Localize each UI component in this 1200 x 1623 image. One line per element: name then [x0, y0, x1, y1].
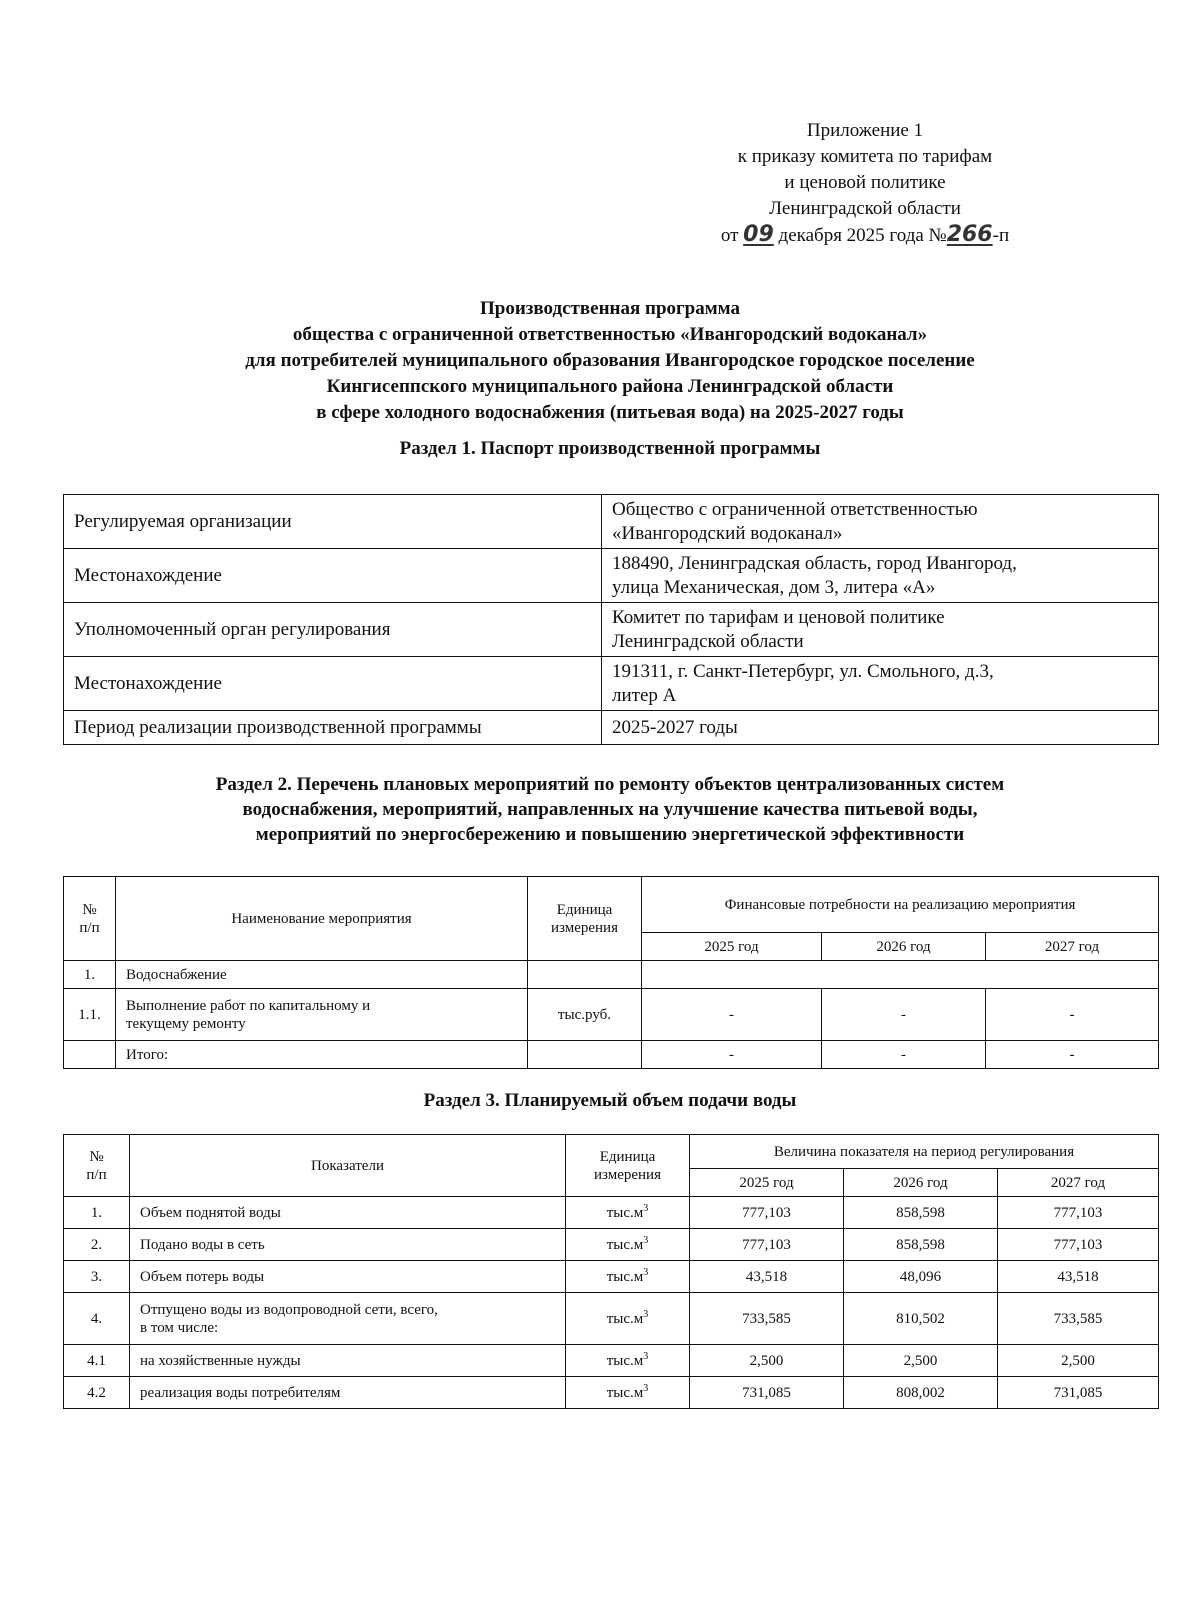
appendix-line-2: к приказу комитета по тарифам	[737, 146, 993, 167]
table-row	[64, 989, 1159, 1041]
handwritten-order-number: 266	[946, 222, 993, 247]
row-value: 48,096	[844, 1261, 998, 1293]
table-row	[64, 711, 1159, 745]
row-value: 810,502	[844, 1293, 998, 1345]
row-name: Итого:	[116, 1041, 528, 1069]
table-header-row	[64, 877, 1159, 933]
section2-heading-line: водоснабжения, мероприятий, направленных на улучшение качества питьевой воды,	[242, 799, 978, 820]
row-number: 3.	[64, 1261, 130, 1293]
row-unit: тыс.руб.	[528, 989, 642, 1041]
row-value: 808,002	[844, 1377, 998, 1409]
row-number: 1.	[64, 1197, 130, 1229]
title-line-4: Кингисеппского муниципального района Ленинградской области	[326, 376, 894, 397]
year-header: 2027 год	[986, 933, 1159, 961]
measures-table	[63, 876, 1159, 1069]
col-unit-header	[528, 877, 642, 961]
row-value: 858,598	[844, 1197, 998, 1229]
row-number: 1.	[64, 961, 116, 989]
col-number-header	[64, 877, 116, 961]
table-row	[64, 1261, 1159, 1293]
value-line: Общество с ограниченной ответственностью	[612, 498, 978, 520]
header-line: п/п	[79, 919, 100, 936]
col-name-header: Показатели	[130, 1135, 566, 1197]
header-line: п/п	[86, 1166, 107, 1183]
section2-heading-line: мероприятий по энергосбережению и повышению энергетической эффективности	[255, 824, 965, 845]
unit-text: тыс.м	[606, 1268, 644, 1285]
value-line: улица Механическая, дом 3, литера «А»	[612, 576, 936, 598]
row-name: на хозяйственные нужды	[130, 1345, 566, 1377]
row-name	[116, 989, 528, 1041]
unit-sup: 3	[643, 1382, 649, 1394]
table-row	[64, 549, 1159, 603]
row-unit	[566, 1293, 690, 1345]
title-line-3: для потребителей муниципального образования Ивангородское городское поселение	[245, 350, 975, 371]
unit-sup: 3	[643, 1350, 649, 1362]
section2-heading-line: Раздел 2. Перечень плановых мероприятий по ремонту объектов централизованных систем	[215, 774, 1005, 795]
passport-label: Регулируемая организации	[64, 495, 602, 549]
value-line: Ленинградской области	[612, 630, 804, 652]
col-unit-header	[566, 1135, 690, 1197]
table-row	[64, 1345, 1159, 1377]
water-volume-table	[63, 1134, 1159, 1409]
unit-sup: 3	[643, 1308, 649, 1320]
table-row	[64, 1041, 1159, 1069]
name-line: Отпущено воды из водопроводной сети, всего,	[140, 1301, 438, 1318]
passport-value	[602, 657, 1159, 711]
unit-text: тыс.м	[606, 1204, 644, 1221]
appendix-block	[700, 118, 1030, 249]
row-value: -	[642, 1041, 822, 1069]
year-header: 2025 год	[642, 933, 822, 961]
appendix-line-3: и ценовой политике	[784, 172, 946, 193]
year-header: 2026 год	[822, 933, 986, 961]
passport-label: Местонахождение	[64, 657, 602, 711]
header-line: Единица	[556, 901, 613, 918]
row-value: -	[986, 989, 1159, 1041]
table-row	[64, 1229, 1159, 1261]
value-line: Комитет по тарифам и ценовой политике	[612, 606, 945, 628]
row-unit	[566, 1377, 690, 1409]
handwritten-day: 09	[743, 222, 774, 247]
year-header: 2027 год	[998, 1169, 1159, 1197]
table-row	[64, 1293, 1159, 1345]
passport-value	[602, 495, 1159, 549]
name-line: в том числе:	[140, 1319, 219, 1336]
passport-value	[602, 603, 1159, 657]
row-unit	[528, 961, 642, 989]
row-value: 733,585	[690, 1293, 844, 1345]
table-row	[64, 495, 1159, 549]
passport-label: Период реализации производственной программы	[64, 711, 602, 745]
unit-text: тыс.м	[606, 1310, 644, 1327]
value-line: 191311, г. Санкт-Петербург, ул. Смольного, д.3,	[612, 660, 994, 682]
year-header: 2025 год	[690, 1169, 844, 1197]
passport-table	[63, 494, 1159, 745]
row-value: -	[822, 1041, 986, 1069]
row-value: 777,103	[690, 1229, 844, 1261]
row-name	[130, 1293, 566, 1345]
row-value: -	[822, 989, 986, 1041]
value-line: литер А	[612, 684, 677, 706]
section2-heading	[60, 772, 1160, 847]
row-number: 2.	[64, 1229, 130, 1261]
passport-label: Местонахождение	[64, 549, 602, 603]
section3-heading: Раздел 3. Планируемый объем подачи воды	[423, 1090, 797, 1111]
passport-value	[602, 549, 1159, 603]
unit-text: тыс.м	[606, 1352, 644, 1369]
row-value: 731,085	[690, 1377, 844, 1409]
header-line: №	[89, 1148, 104, 1165]
row-unit	[566, 1197, 690, 1229]
table-row	[64, 657, 1159, 711]
passport-label: Уполномоченный орган регулирования	[64, 603, 602, 657]
unit-sup: 3	[643, 1266, 649, 1278]
date-mid: декабря 2025 года №	[778, 225, 947, 246]
row-name: Объем поднятой воды	[130, 1197, 566, 1229]
title-line-2: общества с ограниченной ответственностью «Ивангородский водоканал»	[292, 324, 928, 345]
row-number: 4.	[64, 1293, 130, 1345]
row-value: 858,598	[844, 1229, 998, 1261]
row-value: -	[986, 1041, 1159, 1069]
passport-value: 2025-2027 годы	[602, 711, 1159, 745]
row-unit	[528, 1041, 642, 1069]
row-value: 43,518	[998, 1261, 1159, 1293]
col-name-header: Наименование мероприятия	[116, 877, 528, 961]
row-value: 2,500	[844, 1345, 998, 1377]
col-value-header: Величина показателя на период регулирования	[690, 1135, 1159, 1169]
row-number: 4.2	[64, 1377, 130, 1409]
header-line: измерения	[593, 1166, 661, 1183]
header-line: Единица	[599, 1148, 656, 1165]
unit-text: тыс.м	[606, 1384, 644, 1401]
row-value: 777,103	[998, 1197, 1159, 1229]
section1-heading: Раздел 1. Паспорт производственной программы	[399, 438, 821, 459]
row-number	[64, 1041, 116, 1069]
row-name: Водоснабжение	[116, 961, 528, 989]
unit-sup: 3	[643, 1234, 649, 1246]
row-number: 1.1.	[64, 989, 116, 1041]
row-value: 43,518	[690, 1261, 844, 1293]
row-value: 777,103	[690, 1197, 844, 1229]
title-line-5: в сфере холодного водоснабжения (питьевая вода) на 2025-2027 годы	[316, 402, 904, 423]
row-name: Объем потерь воды	[130, 1261, 566, 1293]
row-value: -	[642, 989, 822, 1041]
col-finance-header: Финансовые потребности на реализацию мероприятия	[642, 877, 1159, 933]
value-line: 188490, Ленинградская область, город Ивангород,	[612, 552, 1017, 574]
header-line: №	[82, 901, 97, 918]
appendix-date-line	[700, 222, 1030, 249]
row-name: реализация воды потребителям	[130, 1377, 566, 1409]
date-prefix: от	[720, 225, 739, 246]
table-row	[64, 1197, 1159, 1229]
name-line: Выполнение работ по капитальному и	[126, 997, 371, 1014]
row-unit	[566, 1229, 690, 1261]
row-value: 777,103	[998, 1229, 1159, 1261]
row-unit	[566, 1261, 690, 1293]
row-value: 2,500	[998, 1345, 1159, 1377]
name-line: текущему ремонту	[126, 1015, 246, 1032]
unit-sup: 3	[643, 1202, 649, 1214]
row-value: 733,585	[998, 1293, 1159, 1345]
document-title	[60, 296, 1160, 426]
table-row	[64, 1377, 1159, 1409]
table-row	[64, 961, 1159, 989]
col-number-header	[64, 1135, 130, 1197]
title-line-1: Производственная программа	[480, 298, 740, 319]
appendix-line-1: Приложение 1	[806, 120, 924, 141]
row-number: 4.1	[64, 1345, 130, 1377]
table-row	[64, 603, 1159, 657]
row-name: Подано воды в сеть	[130, 1229, 566, 1261]
row-value: 731,085	[998, 1377, 1159, 1409]
row-value: 2,500	[690, 1345, 844, 1377]
unit-text: тыс.м	[606, 1236, 644, 1253]
table-header-row	[64, 1135, 1159, 1169]
row-empty-values	[642, 961, 1159, 989]
appendix-line-4: Ленинградской области	[769, 198, 961, 219]
order-suffix: -п	[992, 225, 1010, 246]
row-unit	[566, 1345, 690, 1377]
year-header: 2026 год	[844, 1169, 998, 1197]
value-line: «Ивангородский водоканал»	[612, 522, 843, 544]
header-line: измерения	[550, 919, 618, 936]
